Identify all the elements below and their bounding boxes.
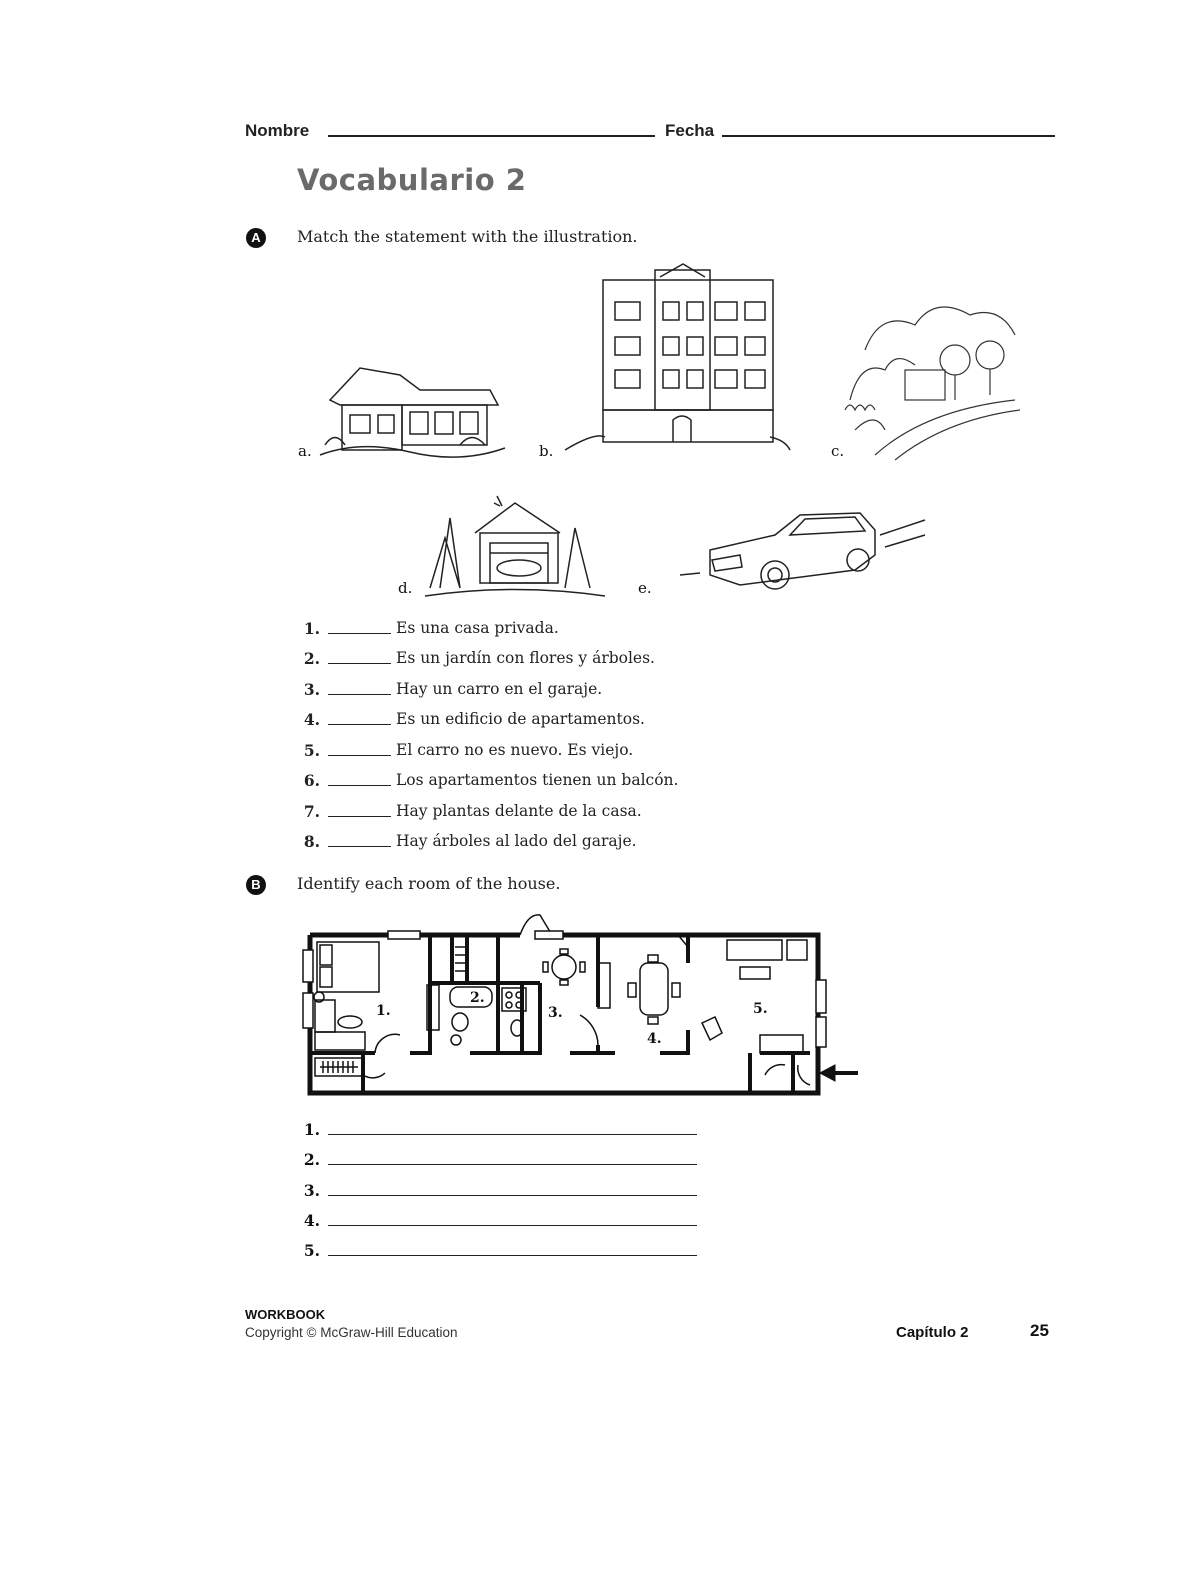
apartment-building-illustration [565,262,790,452]
answer-line[interactable] [328,1225,697,1226]
item-number: 4. [303,710,320,729]
item-number: 7. [303,802,320,821]
answer-number: 4. [303,1211,320,1230]
answer-number: 3. [303,1181,320,1200]
answer-blank[interactable] [328,633,391,634]
footer-copyright: Copyright © McGraw-Hill Education [245,1325,458,1340]
room-label-1: 1. [376,1003,391,1019]
footer-chapter: Capítulo 2 [896,1324,969,1341]
item-number: 2. [303,649,320,668]
item-text: Es un edificio de apartamentos. [396,710,645,728]
item-number: 8. [303,832,320,851]
answer-blank[interactable] [328,663,391,664]
item-number: 3. [303,680,320,699]
illustration-label-b: b. [539,442,554,460]
answer-number: 5. [303,1241,320,1260]
answer-blank[interactable] [328,724,391,725]
answer-blank[interactable] [328,755,391,756]
answer-blank[interactable] [328,694,391,695]
section-a-instruction: Match the statement with the illustration. [297,227,638,246]
answer-line[interactable] [328,1195,697,1196]
floor-plan [290,905,870,1105]
item-text: Hay un carro en el garaje. [396,680,603,698]
section-b-badge: B [246,875,266,895]
name-field[interactable] [328,135,655,137]
footer-workbook: WORKBOOK [245,1307,326,1322]
room-label-5: 5. [753,1001,768,1017]
section-a-badge: A [246,228,266,248]
answer-blank[interactable] [328,785,391,786]
page-number: 25 [1030,1321,1049,1340]
answer-number: 1. [303,1120,320,1139]
date-label: Fecha [665,121,715,140]
item-text: Los apartamentos tienen un balcón. [396,771,679,789]
item-text: Hay árboles al lado del garaje. [396,832,637,850]
garden-illustration [845,290,1025,465]
answer-number: 2. [303,1150,320,1169]
answer-blank[interactable] [328,816,391,817]
item-number: 5. [303,741,320,760]
garage-illustration [425,488,605,600]
illustration-label-a: a. [298,442,312,460]
room-label-4: 4. [647,1031,662,1047]
page-title: Vocabulario 2 [297,163,527,197]
item-text: Es un jardín con flores y árboles. [396,649,655,667]
answer-line[interactable] [328,1164,697,1165]
answer-line[interactable] [328,1134,697,1135]
answer-blank[interactable] [328,846,391,847]
item-text: Hay plantas delante de la casa. [396,802,642,820]
illustration-label-c: c. [831,442,845,460]
house-illustration [320,360,505,465]
illustration-label-e: e. [638,579,652,597]
item-number: 1. [303,619,320,638]
car-illustration [680,505,930,600]
room-label-3: 3. [548,1005,563,1021]
date-field[interactable] [722,135,1055,137]
item-text: Es una casa privada. [396,619,559,637]
item-number: 6. [303,771,320,790]
illustration-label-d: d. [398,579,413,597]
section-b-instruction: Identify each room of the house. [297,874,561,893]
room-label-2: 2. [470,990,485,1006]
answer-line[interactable] [328,1255,697,1256]
name-label: Nombre [245,121,310,140]
item-text: El carro no es nuevo. Es viejo. [396,741,634,759]
